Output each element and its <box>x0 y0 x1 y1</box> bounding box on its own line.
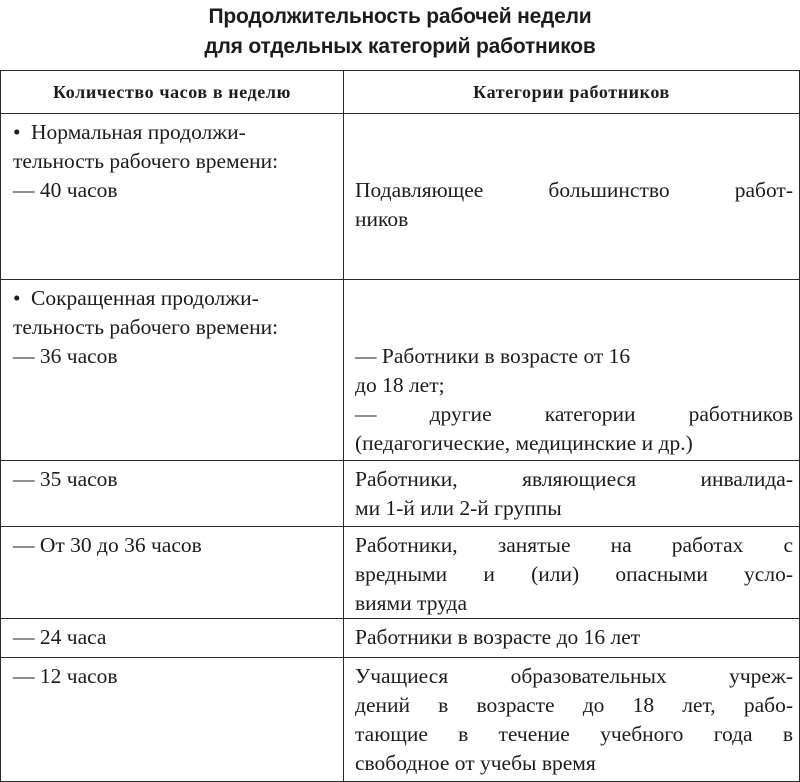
table-row <box>1 619 800 658</box>
category-line: виями труда <box>355 591 468 615</box>
table-row <box>1 527 800 619</box>
hours-value: — 24 часа <box>13 625 107 649</box>
category-line: ников <box>355 207 409 231</box>
title-line-1: Продолжительность рабочей недели <box>208 5 592 28</box>
section-title: • Сокращенная продолжи- <box>13 284 337 313</box>
category-cell <box>344 280 800 461</box>
hours-value: — 40 часов <box>13 178 118 202</box>
bullet-icon: • <box>13 120 21 144</box>
hours-cell <box>1 461 344 527</box>
category-line: Подавляющее большинство работ- <box>355 178 793 202</box>
header-row <box>1 71 800 114</box>
category-line: дений в возрасте до 18 лет, рабо- <box>355 693 793 717</box>
bullet-icon: • <box>13 286 21 310</box>
table-row <box>1 461 800 527</box>
hours-cell <box>1 527 344 619</box>
category-line: тающие в течение учебного года в <box>355 722 793 746</box>
hours-value: — 36 часов <box>13 344 118 368</box>
hours-value: — От 30 до 36 часов <box>13 533 202 557</box>
table-title <box>0 2 800 62</box>
header-categories: Категории работников <box>344 71 800 114</box>
category-line: свободное от учебы время <box>355 751 596 775</box>
category-cell <box>344 114 800 280</box>
hours-cell <box>1 619 344 658</box>
section-title-cont: тельность рабочего времени: <box>13 315 279 339</box>
hours-cell <box>1 114 344 280</box>
category-cell <box>344 619 800 658</box>
header-hours: Количество часов в неделю <box>1 71 344 114</box>
category-line: Работники в возрасте до 16 лет <box>355 625 641 649</box>
category-cell <box>344 461 800 527</box>
hours-cell <box>1 280 344 461</box>
category-line: Работники, являющиеся инвалида- <box>355 467 793 491</box>
category-line: до 18 лет; <box>355 373 445 397</box>
title-line-2: для отдельных категорий работников <box>204 35 596 58</box>
table-row <box>1 114 800 280</box>
hours-value: — 35 часов <box>13 467 118 491</box>
category-line: (педагогические, медицинские и др.) <box>355 431 693 455</box>
category-cell <box>344 527 800 619</box>
section-title-cont: тельность рабочего времени: <box>13 149 279 173</box>
category-cell <box>344 658 800 782</box>
table-row <box>1 280 800 461</box>
work-week-table <box>0 70 800 782</box>
category-line: Учащиеся образовательных учреж- <box>355 664 793 688</box>
category-line: Работники, занятые на работах с <box>355 533 793 557</box>
category-line: вредными и (или) опасными усло- <box>355 562 793 586</box>
section-title: • Нормальная продолжи- <box>13 118 337 147</box>
category-line: — другие категории работников <box>355 402 793 426</box>
category-line: — Работники в возрасте от 16 <box>355 344 631 368</box>
category-line: ми 1-й или 2-й группы <box>355 496 562 520</box>
hours-cell <box>1 658 344 782</box>
hours-value: — 12 часов <box>13 664 118 688</box>
table-row <box>1 658 800 782</box>
